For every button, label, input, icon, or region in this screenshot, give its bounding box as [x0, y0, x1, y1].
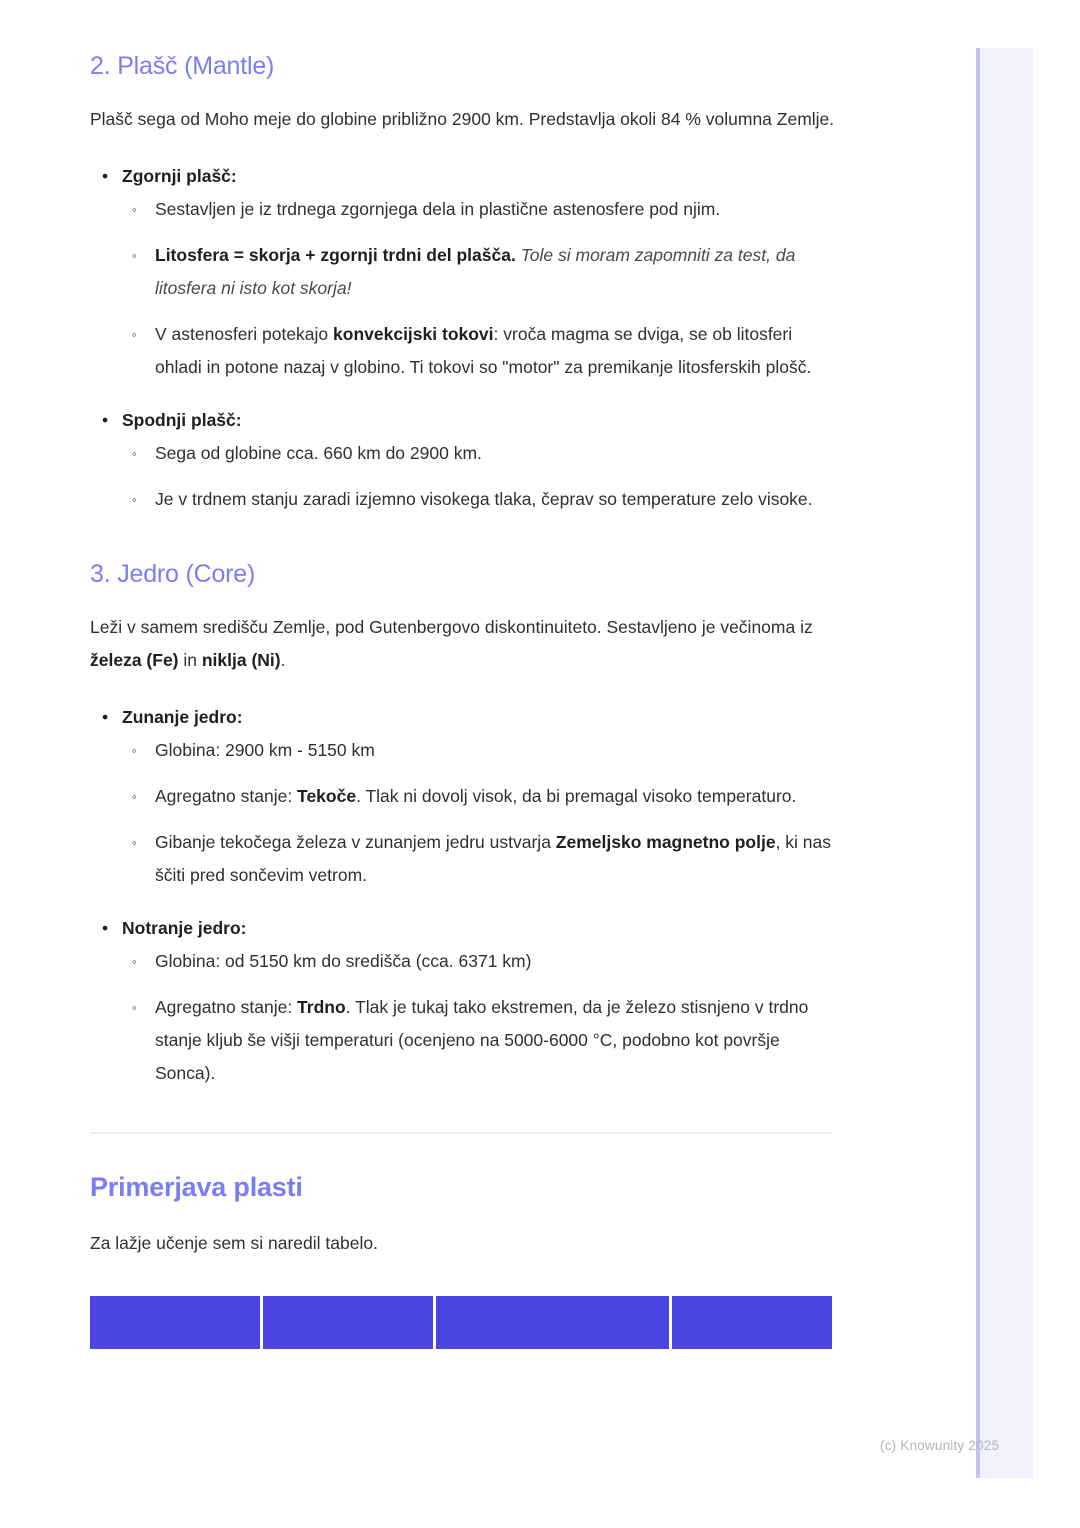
sub-list	[122, 193, 835, 384]
bullet-icon: •	[102, 166, 109, 186]
mantle-list	[90, 160, 835, 516]
list-group-lower-mantle	[90, 404, 835, 516]
list-group-label: Spodnji plašč:	[122, 410, 242, 430]
list-item	[122, 945, 835, 978]
circle-bullet-icon: ◦	[132, 248, 137, 263]
section-intro-core: Leži v samem središču Zemlje, pod Gutenbergovo diskontinuiteto. Sestavljeno je večinoma iz železa (Fe) in niklja (Ni).	[90, 617, 813, 670]
comparison-table-wrap	[90, 1296, 835, 1349]
comparison-table	[90, 1296, 835, 1349]
table-header-cell	[436, 1296, 669, 1349]
circle-bullet-icon: ◦	[132, 327, 137, 342]
circle-bullet-icon: ◦	[132, 789, 137, 804]
watermark-text: (c) Knowunity 2025	[880, 1438, 1000, 1453]
document-content	[90, 0, 835, 1349]
right-side-panel[interactable]	[976, 48, 1033, 1478]
list-item-text: Gibanje tekočega železa v zunanjem jedru ustvarja Zemeljsko magnetno polje, ki nas ščiti pred sončevim vetrom.	[155, 832, 832, 885]
list-item-text: Globina: 2900 km - 5150 km	[155, 740, 375, 760]
list-item	[122, 734, 835, 767]
bullet-icon: •	[102, 918, 109, 938]
list-item-text: Litosfera = skorja + zgornji trdni del plašča. Tole si moram zapomniti za test, da litosfera ni isto kot skorja!	[155, 245, 796, 298]
list-item-text: Sega od globine cca. 660 km do 2900 km.	[155, 443, 482, 463]
list-item-text: Globina: od 5150 km do središča (cca. 6371 km)	[155, 951, 532, 971]
table-header-row	[90, 1296, 832, 1349]
list-item	[122, 239, 835, 305]
list-item	[122, 193, 835, 226]
list-item	[122, 483, 835, 516]
circle-bullet-icon: ◦	[132, 1000, 137, 1015]
circle-bullet-icon: ◦	[132, 954, 137, 969]
circle-bullet-icon: ◦	[132, 743, 137, 758]
list-item	[122, 318, 835, 384]
bullet-icon: •	[102, 410, 109, 430]
list-item-text: Agregatno stanje: Trdno. Tlak je tukaj tako ekstremen, da je železo stisnjeno v trdno stanje kljub še višji temperaturi (ocenjeno na 5000-6000 °C, podobno kot površje Sonca).	[155, 997, 809, 1083]
list-group-label: Zgornji plašč:	[122, 166, 237, 186]
list-item-text: Je v trdnem stanju zaradi izjemno visokega tlaka, čeprav so temperature zelo visoke.	[155, 489, 813, 509]
table-header-cell	[263, 1296, 433, 1349]
list-item	[122, 780, 835, 813]
circle-bullet-icon: ◦	[132, 492, 137, 507]
list-item	[122, 826, 835, 892]
section-heading-core: 3. Jedro (Core)	[90, 560, 256, 588]
table-header-cell	[90, 1296, 260, 1349]
list-item-text: Sestavljen je iz trdnega zgornjega dela in plastične astenosfere pod njim.	[155, 199, 721, 219]
circle-bullet-icon: ◦	[132, 202, 137, 217]
bullet-icon: •	[102, 707, 109, 727]
section-intro-mantle: Plašč sega od Moho meje do globine približno 2900 km. Predstavlja okoli 84 % volumna Zemlje.	[90, 109, 835, 129]
comparison-intro: Za lažje učenje sem si naredil tabelo.	[90, 1233, 378, 1253]
list-group-label: Notranje jedro:	[122, 918, 247, 938]
list-group-inner-core	[90, 912, 835, 1090]
section-heading-mantle: 2. Plašč (Mantle)	[90, 52, 275, 80]
circle-bullet-icon: ◦	[132, 835, 137, 850]
table-header-cell	[672, 1296, 832, 1349]
core-list	[90, 701, 835, 1090]
sub-list	[122, 437, 835, 516]
list-group-upper-mantle	[90, 160, 835, 384]
list-item	[122, 437, 835, 470]
sub-list	[122, 945, 835, 1090]
circle-bullet-icon: ◦	[132, 446, 137, 461]
list-group-label: Zunanje jedro:	[122, 707, 243, 727]
comparison-heading: Primerjava plasti	[90, 1172, 303, 1202]
list-item	[122, 991, 835, 1090]
list-item-text: V astenosferi potekajo konvekcijski tokovi: vroča magma se dviga, se ob litosferi ohladi in potone nazaj v globino. Ti tokovi so "motor" za premikanje litosferskih plošč.	[155, 324, 812, 377]
list-item-text: Agregatno stanje: Tekoče. Tlak ni dovolj visok, da bi premagal visoko temperaturo.	[155, 786, 797, 806]
list-group-outer-core	[90, 701, 835, 892]
sub-list	[122, 734, 835, 892]
